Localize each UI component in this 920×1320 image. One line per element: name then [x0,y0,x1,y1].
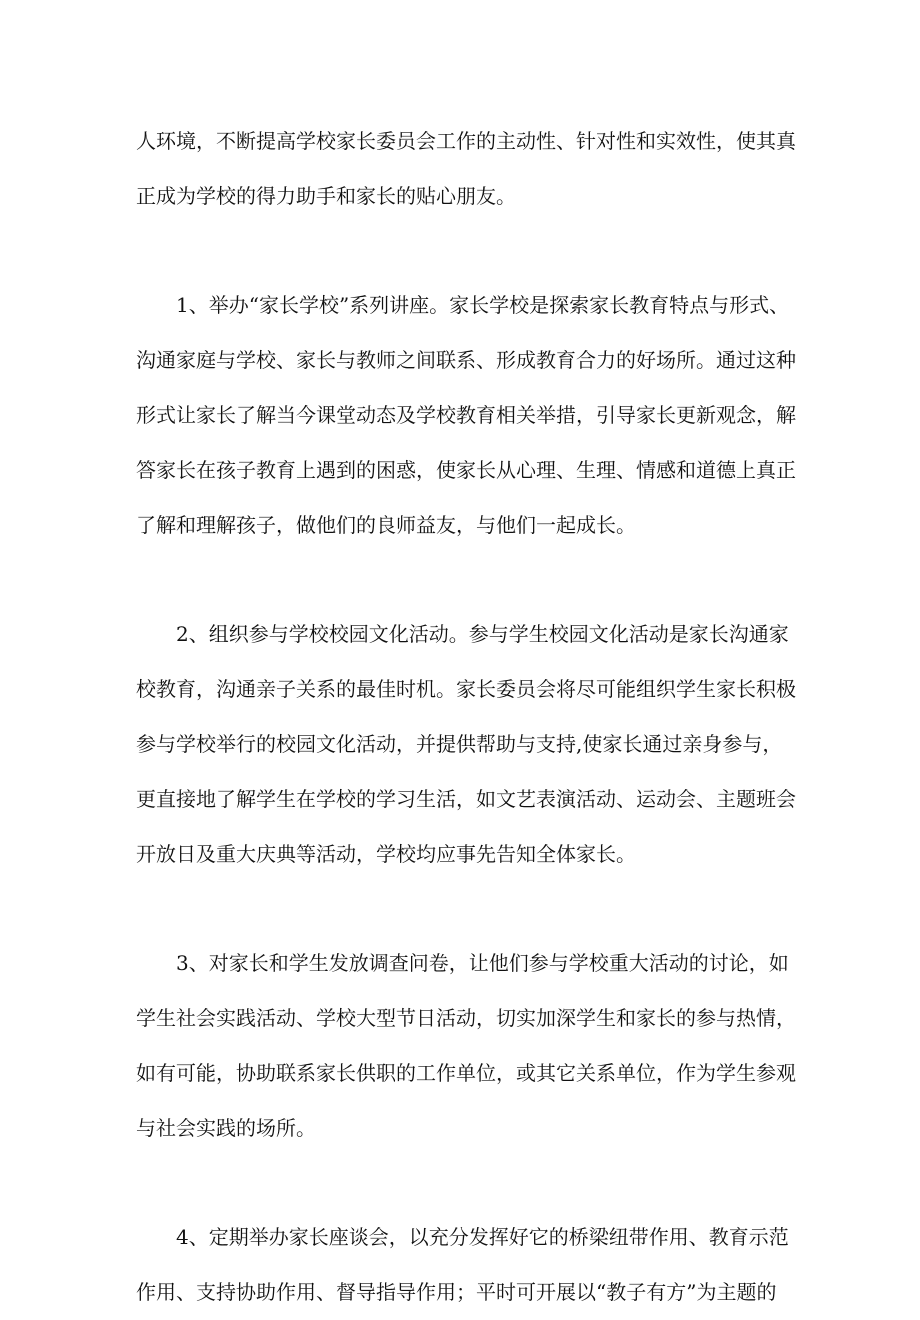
paragraph-item-3 [136,936,796,1156]
text-line: 沟通家庭与学校、家长与教师之间联系、形成教育合力的好场所。通过这种 [136,348,796,372]
paragraph-intro [136,114,796,224]
text-line: 作用、支持协助作用、督导指导作用；平时可开展以“教子有方”为主题的 [136,1280,777,1304]
text-line: 参与学校举行的校园文化活动，并提供帮助与支持,使家长通过亲身参与， [136,732,783,756]
document-body [136,114,796,1320]
text-line: 更直接地了解学生在学校的学习生活，如文艺表演活动、运动会、主题班会 [136,787,796,811]
text-line: 形式让家长了解当今课堂动态及学校教育相关举措，引导家长更新观念，解 [136,403,796,427]
text-line: 正成为学校的得力助手和家长的贴心朋友。 [136,184,516,208]
paragraph-item-2 [136,607,796,882]
text-line: 2、组织参与学校校园文化活动。参与学生校园文化活动是家长沟通家 [136,622,789,646]
text-line: 学生社会实践活动、学校大型节日活动，切实加深学生和家长的参与热情， [136,1006,796,1030]
text-line: 开放日及重大庆典等活动，学校均应事先告知全体家长。 [136,842,636,866]
text-line: 4、定期举办家长座谈会，以充分发挥好它的桥梁纽带作用、教育示范 [136,1225,789,1249]
text-line: 了解和理解孩子，做他们的良师益友，与他们一起成长。 [136,513,636,537]
text-line: 校教育，沟通亲子关系的最佳时机。家长委员会将尽可能组织学生家长积极 [136,677,796,701]
text-line: 如有可能，协助联系家长供职的工作单位，或其它关系单位，作为学生参观 [136,1061,796,1085]
paragraph-item-1 [136,278,796,553]
paragraph-item-4 [136,1210,792,1320]
text-line: 1、举办“家长学校”系列讲座。家长学校是探索家长教育特点与形式、 [136,293,790,317]
text-line: 答家长在孩子教育上遇到的困惑，使家长从心理、生理、情感和道德上真正 [136,458,796,482]
text-line: 与社会实践的场所。 [136,1116,316,1140]
text-line: 人环境，不断提高学校家长委员会工作的主动性、针对性和实效性，使其真 [136,129,796,153]
text-line: 3、对家长和学生发放调查问卷，让他们参与学校重大活动的讨论，如 [136,951,789,975]
